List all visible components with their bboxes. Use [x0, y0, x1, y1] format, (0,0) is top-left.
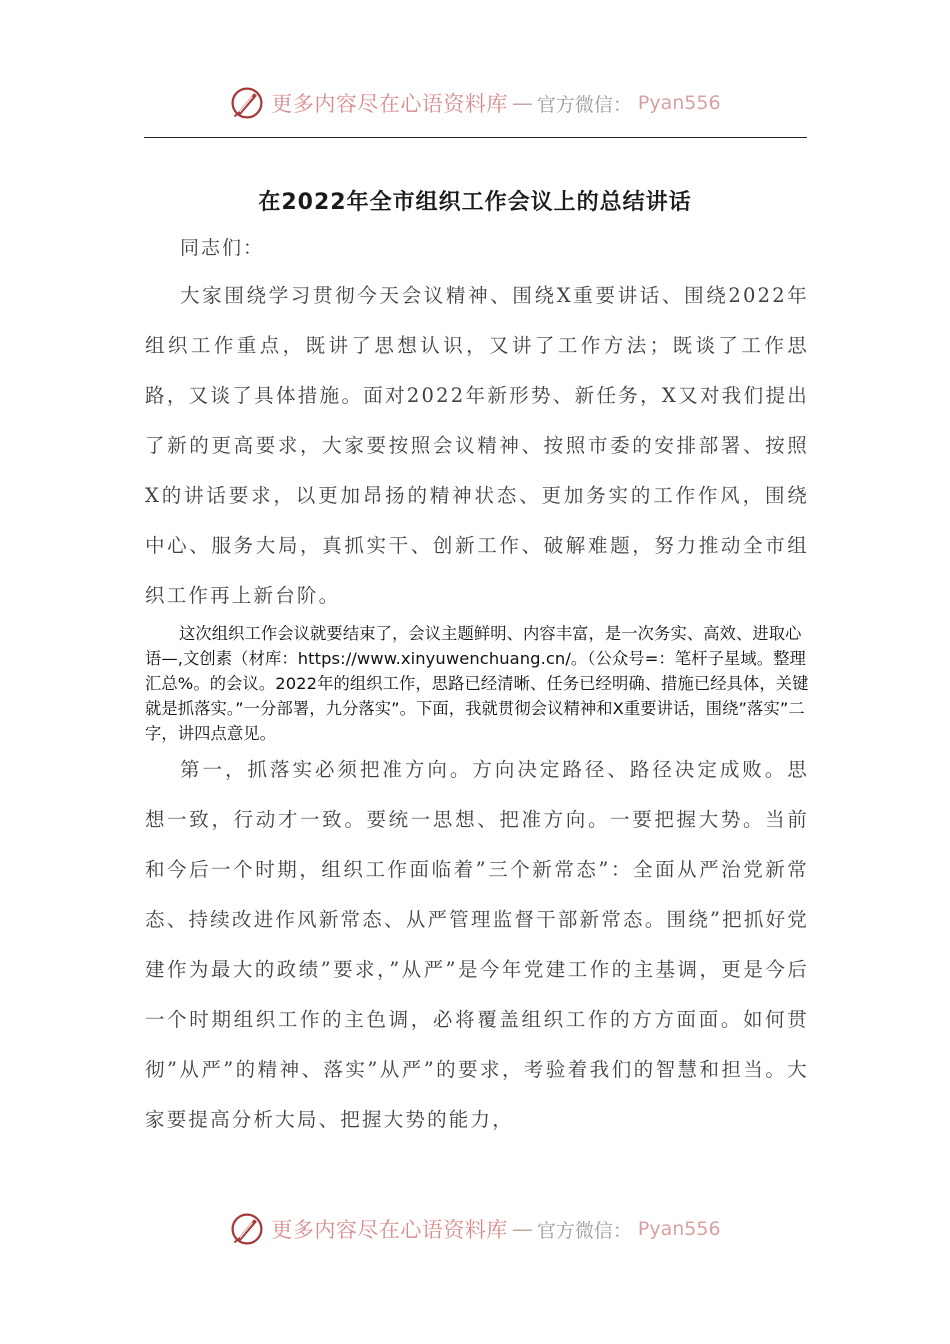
paragraph-3: 第一，抓落实必须把准方向。方向决定路径、路径决定成败。思想一致，行动才一致。要统一思想、把准方向。一要把握大势。当前和今后一个时期，组织工作面临着”三个新常态”：全面从严治党新常态、持续改进作风新常态、从严管理监督干部新常态。围绕”把抓好党建作为最大的政绩”要求，”从严”是今年党建工作的主基调，更是今后一个时期组织工作的主色调，必将覆盖组织工作的方方面面。如何贯彻”从严”的精神、落实”从严”的要求，考验着我们的智慧和担当。大家要提高分析大局、把握大势的能力， [145, 758, 809, 1131]
header-slogan: 更多内容尽在心语资料库 [271, 92, 508, 116]
quill-logo-icon [229, 1211, 265, 1247]
quill-logo-icon [229, 85, 265, 121]
header-contact-id: Pyan556 [637, 92, 721, 114]
footer-separator: — [511, 1217, 533, 1241]
header-contact-label: 官方微信： [536, 93, 632, 116]
page-footer-banner [0, 1206, 950, 1252]
footer-contact-id: Pyan556 [637, 1218, 721, 1240]
paragraph-1: 大家围绕学习贯彻今天会议精神、围绕X重要讲话、围绕2022年组织工作重点，既讲了思想认识，又讲了工作方法；既谈了工作思路，又谈了具体措施。面对2022年新形势、新任务，X又对我们提出了新的更高要求，大家要按照会议精神、按照市委的安排部署、按照X的讲话要求，以更加昂扬的精神状态、更加务实的工作作风，围绕中心、服务大局，真抓实干、创新工作、破解难题，努力推动全市组织工作再上新台阶。 [145, 284, 809, 607]
header-divider [144, 137, 807, 138]
salutation: 同志们： [180, 237, 265, 259]
footer-contact-label: 官方微信： [536, 1219, 632, 1242]
footer-slogan: 更多内容尽在心语资料库 [271, 1218, 508, 1242]
header-separator: — [511, 91, 533, 115]
page-header-banner [0, 80, 950, 126]
paragraph-2: 这次组织工作会议就要结束了，会议主题鲜明、内容丰富，是一次务实、高效、进取心语—,文创素（材库：https://www.xinyuwenchuang.cn/。（公众号=：笔杆子星域。整理汇总%。的会议。2022年的组织工作，思路已经清晰、任务已经明确、措施已经具体，关键就是抓落实。”一分部署，九分落实”。下面，我就贯彻会议精神和X重要讲话，围绕”落实”二字，讲四点意见。 [145, 624, 809, 743]
document-title: 在2022年全市组织工作会议上的总结讲话 [258, 189, 692, 215]
